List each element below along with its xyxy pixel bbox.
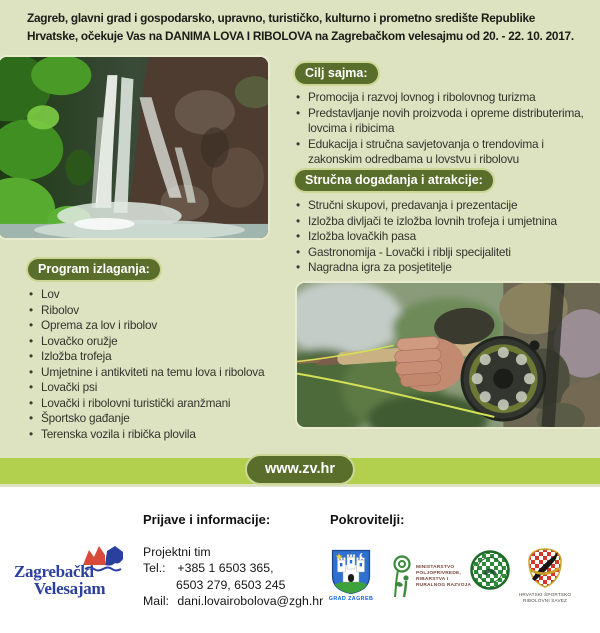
list-item: • Umjetnine i antikviteti na temu lova i ribolova (28, 365, 298, 381)
fishing-photo (295, 281, 600, 429)
contact-heading: Prijave i informacije: (143, 512, 271, 527)
intro-line-1: Zagreb, glavni grad i gospodarsko, upravno, turističko, kulturno i prometno središte Republike Hrvatske, (27, 11, 536, 43)
list-item: • Stručni skupovi, predavanja i prezentacije (295, 198, 599, 214)
tel-value-1: +385 1 6503 365, (177, 561, 274, 576)
sport-fishing-caption (514, 592, 576, 603)
ministry-agriculture-logo (389, 553, 413, 599)
fishing-illustration (297, 283, 600, 427)
intro-line-2: očekuje Vas na DANIMA LOVA I RIBOLOVA na Zagrebačkom velesajmu od 20. - 22. 10. 2017. (80, 28, 574, 43)
list-item: • Lovačko oružje (28, 334, 298, 350)
zagrebacki-velesajam-logo (12, 543, 137, 605)
list-item: • Promocija i razvoj lovnog i ribolovnog turizma (295, 90, 599, 106)
ministry-caption-line: RIBARSTVA I (416, 577, 449, 582)
list-item: • Izložba lovačkih pasa (295, 229, 599, 245)
list-item: • Oprema za lov i ribolov (28, 318, 298, 334)
list-item: • Športsko gađanje (28, 411, 298, 427)
contact-team: Projektni tim (143, 545, 211, 559)
contact-tel-line (143, 560, 323, 576)
mail-label: Mail: (143, 593, 169, 608)
list-item: • Terenska vozila i ribička plovila (28, 427, 298, 443)
sport-fishing-association-logo (527, 548, 563, 588)
mail-value: dani.lovairobolova@zgh.hr (177, 593, 324, 608)
sponsors-heading: Pokrovitelji: (330, 512, 405, 527)
contact-mail-line (143, 593, 323, 609)
sport-fishing-caption-line: HRVATSKI ŠPORTSKO (518, 592, 572, 597)
velesajam-wordmark-line2: Velesajam (34, 579, 106, 598)
waterfall-photo (0, 55, 270, 240)
list-item: • Gastronomija - Lovački i riblji specijaliteti (295, 245, 599, 261)
waterfall-illustration (0, 57, 268, 238)
sport-fishing-caption-line: RIBOLOVNI SAVEZ (522, 597, 567, 603)
list-item: • Nagradna igra za posjetitelje (295, 260, 599, 276)
list-item: • Izložba divljači te izložba lovnih trofeja i umjetnina (295, 214, 599, 230)
program-izlaganja-list (28, 287, 298, 442)
list-item: • Lovački i ribolovni turistički aranžmani (28, 396, 298, 412)
list-item: • Predstavljanje novih proizvoda i opreme distributerima, lovcima i ribicima (295, 106, 599, 137)
strucna-dogadanja-list (295, 198, 599, 276)
website-badge: www.zv.hr (245, 454, 355, 485)
ministry-caption-line: POLJOPRIVREDE, (416, 571, 461, 576)
ministry-caption-line: RURALNOG RAZVOJA (416, 583, 472, 588)
intro-text (27, 10, 583, 45)
section-title-program-izlaganja: Program izlaganja: (26, 257, 162, 282)
section-title-strucna-dogadanja: Stručna događanja i atrakcije: (293, 168, 495, 193)
list-item: • Edukacija i stručna savjetovanja o trendovima i zakonskim odredbama u lovstvu i ribolovu (295, 137, 599, 168)
tel-value-2: 6503 279, 6503 245 (176, 577, 286, 592)
velesajam-wordmark-line1: Zagrebački (14, 562, 94, 581)
list-item: • Izložba trofeja (28, 349, 298, 365)
hunting-association-logo (470, 550, 510, 590)
tel-label: Tel.: (143, 561, 166, 576)
cilj-sajma-list (295, 90, 599, 168)
ministry-caption-line: MINISTARSTVO (416, 565, 455, 570)
contact-block (143, 544, 323, 609)
list-item: • Lov (28, 287, 298, 303)
list-item: • Lovački psi (28, 380, 298, 396)
list-item: • Ribolov (28, 303, 298, 319)
section-title-cilj-sajma: Cilj sajma: (293, 61, 380, 86)
grad-zagreb-logo (331, 549, 371, 595)
grad-zagreb-caption: GRAD ZAGREB (328, 596, 374, 602)
ministry-caption (416, 565, 471, 589)
